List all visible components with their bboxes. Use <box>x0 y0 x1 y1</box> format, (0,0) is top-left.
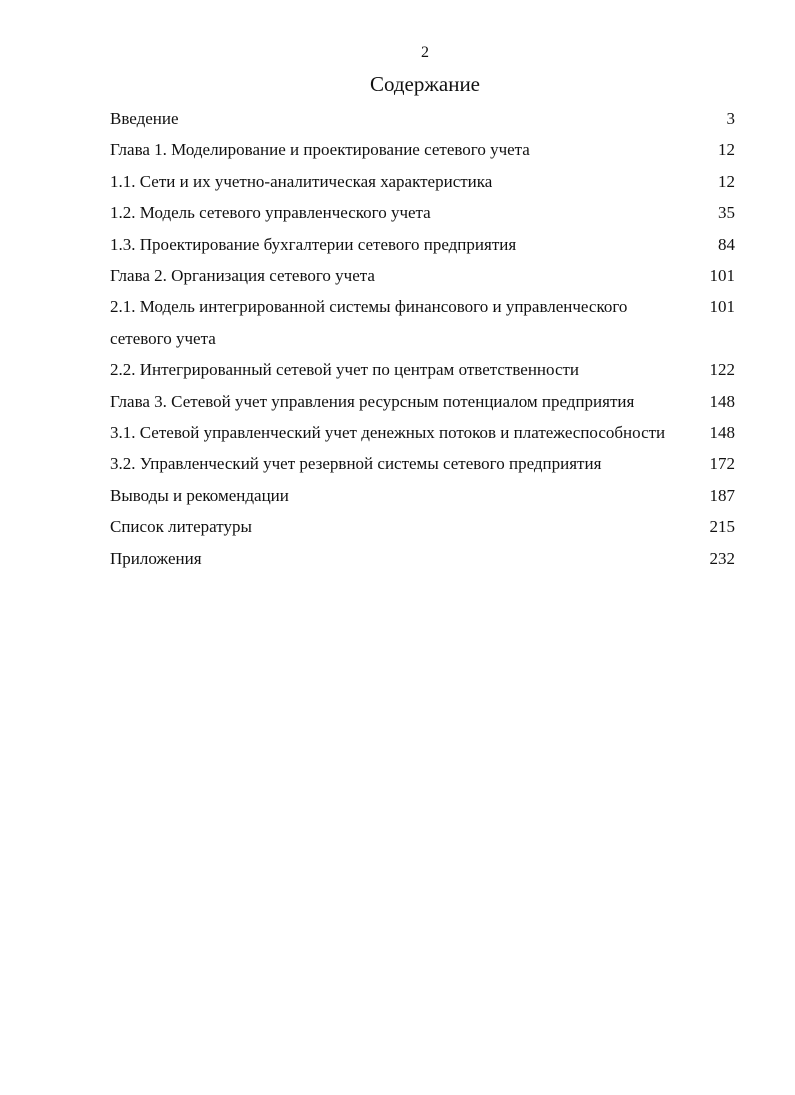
toc-entry-section-3-1 <box>110 417 740 448</box>
toc-entry-page: 187 <box>709 485 735 505</box>
toc-entry-page: 3 <box>726 109 735 128</box>
toc-entry-text: Приложения <box>110 548 202 568</box>
toc-entry-appendices <box>110 543 740 574</box>
toc-entry-chapter-3 <box>110 386 740 417</box>
toc-entry-text: 3.1. Сетевой управленческий учет денежных потоков и платежеспособности <box>110 423 666 443</box>
toc-entry-text: Глава 2. Организация сетевого учета <box>110 266 375 286</box>
toc-entry-text: 2.1. Модель интегрированной системы финансового и управленческого сетевого учета <box>110 297 628 348</box>
toc-entry-page: 122 <box>709 360 735 380</box>
toc-entry-page: 101 <box>709 266 735 286</box>
toc-entry-text: Список литературы <box>110 517 252 537</box>
toc-entry-introduction <box>110 103 740 134</box>
toc-entry-page: 35 <box>718 203 735 223</box>
toc-entry-page: 148 <box>709 423 735 443</box>
toc-entry-text: 1.2. Модель сетевого управленческого учета <box>110 203 431 223</box>
page-title: Содержание <box>369 72 481 96</box>
toc-entry-section-2-2 <box>110 354 740 385</box>
toc-entry-chapter-2 <box>110 260 740 291</box>
toc-entry-section-1-3 <box>110 229 740 260</box>
toc-entry-section-2-1 <box>110 291 740 354</box>
toc-entry-text: Глава 3. Сетевой учет управления ресурсным потенциалом предприятия <box>110 391 635 411</box>
toc-entry-page: 12 <box>718 171 735 191</box>
toc-entry-text: Введение <box>110 109 179 128</box>
toc-entry-section-1-1 <box>110 166 740 197</box>
toc-entry-text: Глава 1. Моделирование и проектирование сетевого учета <box>110 140 530 160</box>
toc-entry-page: 172 <box>709 454 735 474</box>
page-number: 2 <box>421 44 429 61</box>
toc-entry-text: 3.2. Управленческий учет резервной системы сетевого предприятия <box>110 454 602 474</box>
toc-entry-page: 101 <box>709 297 735 317</box>
toc-entry-page: 84 <box>718 234 735 254</box>
toc-entry-text: 1.3. Проектирование бухгалтерии сетевого предприятия <box>110 234 517 254</box>
toc-entry-page: 232 <box>709 548 735 568</box>
table-of-contents <box>110 103 740 574</box>
toc-entry-section-1-2 <box>110 197 740 228</box>
toc-entry-page: 148 <box>709 391 735 411</box>
toc-entry-chapter-1 <box>110 134 740 165</box>
toc-entry-text: Выводы и рекомендации <box>110 485 289 505</box>
toc-entry-text: 2.2. Интегрированный сетевой учет по центрам ответственности <box>110 360 580 380</box>
toc-entry-page: 215 <box>709 517 735 537</box>
toc-entry-page: 12 <box>718 140 735 160</box>
toc-entry-section-3-2 <box>110 448 740 479</box>
toc-entry-references <box>110 511 740 542</box>
toc-entry-text: 1.1. Сети и их учетно-аналитическая характеристика <box>110 171 493 191</box>
toc-entry-conclusions <box>110 480 740 511</box>
